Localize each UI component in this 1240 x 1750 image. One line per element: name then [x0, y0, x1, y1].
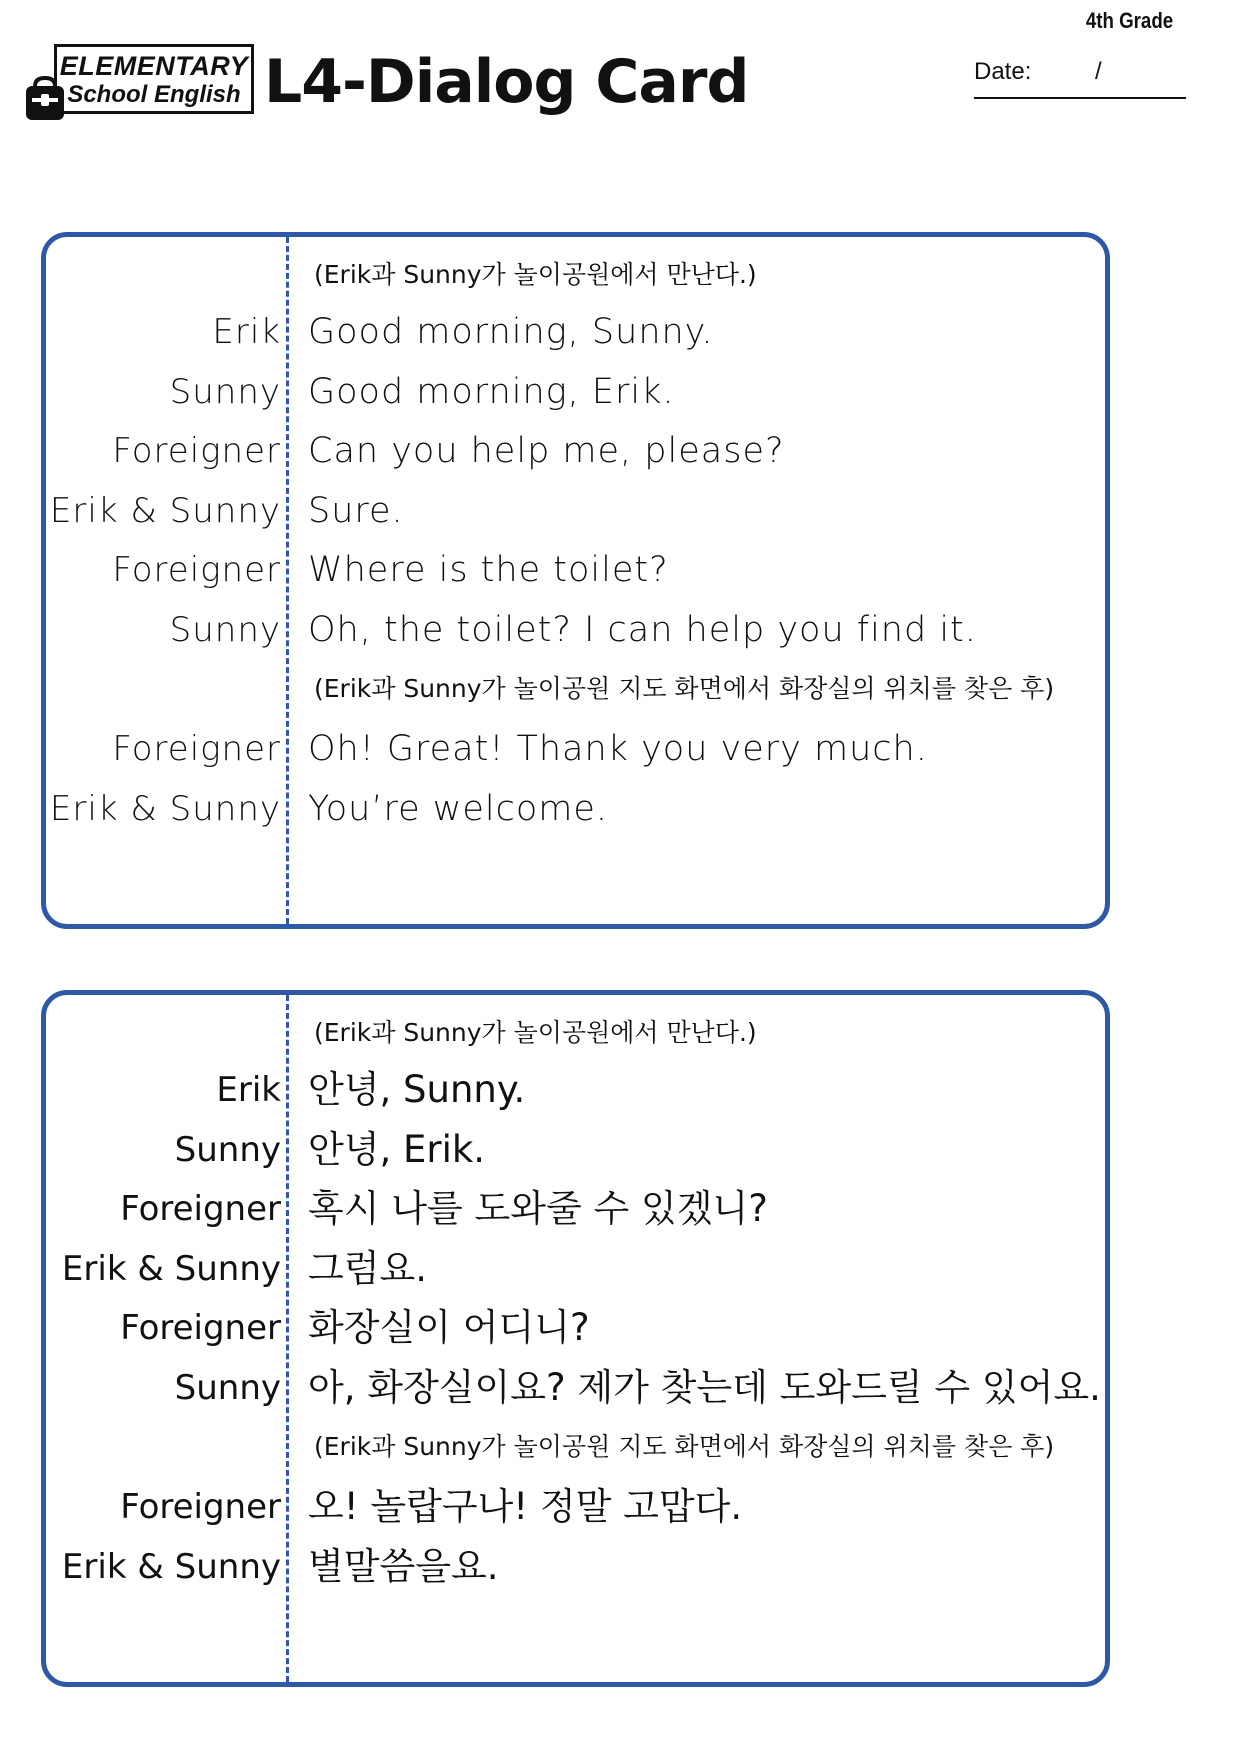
dialog-line: 그럼요.: [308, 1247, 427, 1290]
card-divider: [286, 995, 289, 1682]
card-divider: [286, 237, 289, 924]
dialog-card-korean: [41, 990, 1110, 1687]
dialog-line: 오! 놀랍구나! 정말 고맙다.: [308, 1485, 743, 1528]
speaker-label: Erik & Sunny: [61, 1547, 281, 1587]
speaker-label: Foreigner: [112, 431, 281, 471]
speaker-label: Erik: [212, 312, 281, 352]
stage-note-after: (Erik과 Sunny가 놀이공원 지도 화면에서 화장실의 위치를 찾은 후): [314, 1432, 1055, 1461]
dialog-line: 안녕, Sunny.: [308, 1068, 526, 1111]
logo-text-elementary: ELEMENTARY: [59, 51, 249, 81]
speaker-label: Foreigner: [112, 550, 281, 590]
dialog-line: Oh! Great! Thank you very much.: [308, 729, 928, 769]
stage-note-after: (Erik과 Sunny가 놀이공원 지도 화면에서 화장실의 위치를 찾은 후): [314, 674, 1055, 703]
speaker-label: Sunny: [174, 1130, 281, 1170]
logo-box: [54, 44, 254, 114]
speaker-label: Foreigner: [120, 1189, 281, 1229]
dialog-line: 화장실이 어디니?: [308, 1306, 590, 1349]
page-title: L4-Dialog Card: [264, 47, 749, 117]
dialog-line: Good morning, Sunny.: [308, 312, 714, 352]
dialog-line: Where is the toilet?: [308, 550, 669, 590]
speaker-label: Sunny: [169, 610, 281, 650]
school-english-logo: [24, 44, 260, 122]
dialog-line: Sure.: [308, 491, 404, 531]
speaker-label: Erik: [216, 1070, 281, 1110]
speaker-label: Foreigner: [120, 1487, 281, 1527]
stage-note-intro: (Erik과 Sunny가 놀이공원에서 만난다.): [314, 1018, 757, 1047]
dialog-line: 안녕, Erik.: [308, 1128, 486, 1171]
dialog-line: 아, 화장실이요? 제가 찾는데 도와드릴 수 있어요.: [308, 1366, 1101, 1409]
dialog-line: Oh, the toilet? I can help you find it.: [308, 610, 977, 650]
dialog-line: You’re welcome.: [308, 789, 609, 829]
speaker-label: Erik & Sunny: [49, 789, 281, 829]
date-separator: /: [1095, 58, 1102, 85]
grade-label: 4th Grade: [1085, 8, 1174, 33]
logo-text-school-english: School English: [67, 81, 241, 108]
speaker-label: Foreigner: [112, 729, 281, 769]
stage-note-intro: (Erik과 Sunny가 놀이공원에서 만난다.): [314, 260, 757, 289]
dialog-line: 혹시 나를 도와줄 수 있겠니?: [308, 1187, 768, 1230]
date-underline: [974, 97, 1186, 99]
dialog-line: 별말씀을요.: [308, 1545, 499, 1588]
dialog-line: Good morning, Erik.: [308, 372, 675, 412]
speaker-label: Erik & Sunny: [61, 1249, 281, 1289]
speaker-label: Sunny: [169, 372, 281, 412]
date-label: Date:: [974, 58, 1032, 85]
dialog-card-english: [41, 232, 1110, 929]
dialog-line: Can you help me, please?: [308, 431, 785, 471]
speaker-label: Erik & Sunny: [49, 491, 281, 531]
speaker-label: Sunny: [174, 1368, 281, 1408]
school-bag-icon: [24, 76, 66, 122]
speaker-label: Foreigner: [120, 1308, 281, 1348]
